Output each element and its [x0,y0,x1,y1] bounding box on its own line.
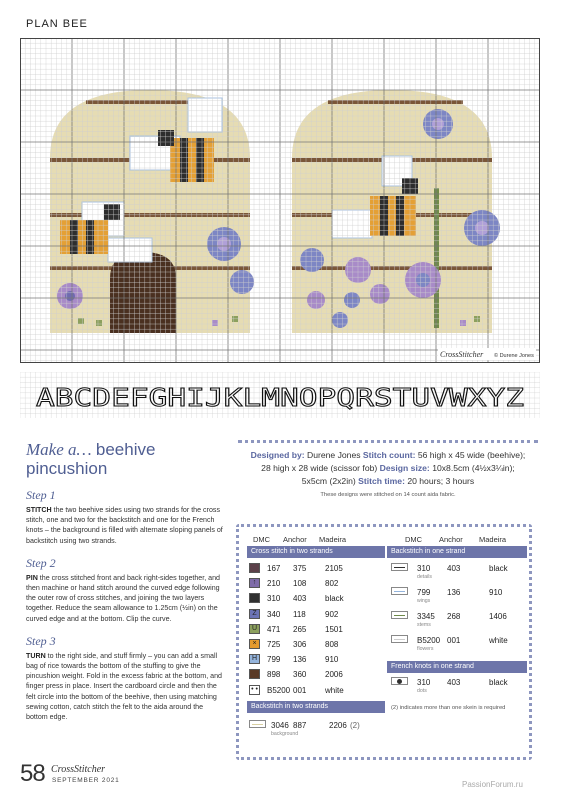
french-knot-row: 310 403 black [417,678,508,687]
cross-stitch-chart [20,38,540,363]
page-number: 58 [20,760,45,787]
issue-date: SEPTEMBER 2021 [52,777,120,784]
step-1-text: STITCH the two beehive sides using two strands for the cross stitch, one and two for the backstitch and one for the French knots – the background is filled with alternate sloping panels of backstitch using two strands. [26,506,223,545]
thread-madeira: white [489,636,508,645]
backstitch-use-label: flowers [417,646,434,652]
thread-anchor: 265 [293,624,307,634]
thread-madeira: 902 [325,609,339,619]
thread-symbol [249,669,260,679]
cross-stitch-row [249,654,389,668]
thread-dmc: 725 [267,640,281,649]
thread-anchor: 360 [293,670,307,680]
backstitch-use-label: stems [417,622,431,628]
credits-rule [238,440,538,443]
chart-credit-name: © Durene Jones [494,353,534,359]
thread-dmc: 799 [417,588,431,597]
thread-dmc: 310 [267,594,281,604]
backstitch-use-label: details [417,574,432,580]
skein-footnote: (2) indicates more than one skein is required [391,705,506,711]
thread-madeira: 910 [489,588,503,597]
alphabet-chart [20,372,540,418]
page-header-title: PLAN BEE [26,18,88,30]
step-3-title: Step 3 [26,633,56,648]
step-2-title: Step 2 [26,555,56,570]
cross-stitch-row [249,685,389,699]
chart-grid [20,38,540,363]
thread-madeira: 1406 [489,612,507,621]
thread-madeira: white [325,685,344,695]
thread-dmc: B5200 [417,636,441,645]
project-name: beehive [95,440,156,459]
chart-canvas [20,38,540,363]
thread-madeira: 2105 [325,564,343,573]
key-header-anchor-right: Anchor [439,535,463,544]
backstitch-use-label: wings [417,598,431,604]
credits-line-1: Designed by: Durene Jones Stitch count: 56 high x 45 wide (beehive); [250,450,526,460]
cross-stitch-row [249,639,389,653]
step-1-title: Step 1 [26,488,56,502]
thread-anchor: 001 [293,685,307,695]
credits-line-2: 28 high x 28 wide (scissor fob) Design size: 10x8.5cm (4½x3¼in); [261,463,515,473]
chart-credit-brand: CrossStitcher [440,350,484,359]
thread-dmc: 3345 [417,612,435,621]
thread-anchor: 375 [293,564,307,573]
cross-stitch-heading: Cross stitch in two strands [247,546,385,558]
instructions-column [26,440,226,722]
alphabet-letters: ABCDEFGHIJKLMNOPQRSTUVWXYZ [36,383,524,412]
background-thread-row: 3046 887 2206 (2) [271,721,360,730]
thread-anchor: 403 [447,564,461,573]
french-knots-heading: French knots in one strand [387,661,527,673]
make-label: Make a… [26,440,92,459]
backstitch-row [391,611,531,625]
thread-dmc: 898 [267,670,281,680]
thread-madeira: 1501 [325,624,343,634]
thread-madeira: black [325,594,344,604]
thread-symbol: ↑ [249,578,260,588]
watermark: PassionForum.ru [462,780,523,789]
thread-anchor: 403 [293,594,307,604]
backstitch-row [391,563,531,577]
thread-symbol: U [249,624,260,634]
thread-dmc: 167 [267,564,281,573]
step-2-text: PIN the cross stitched front and back right-sides together, and then machine or hand stitch around the curved edge following the outer row of cross stitches, and joining the two layers together. Reduce the seam allowance to 1.25cm (½in) on the curved edge and at the bottom. Clip the curve. [26,573,221,623]
backstitch-one-heading: Backstitch in one strand [387,546,527,558]
thread-madeira: black [489,564,508,573]
thread-dmc: B5200 [267,685,291,695]
make-heading [26,440,226,478]
thread-symbol [249,563,260,573]
backstitch-row [391,635,531,649]
key-header-anchor: Anchor [283,535,307,544]
thread-symbol: Z [249,609,260,619]
thread-madeira: 802 [325,579,339,589]
thread-dmc: 799 [267,655,281,665]
thread-madeira: 808 [325,640,339,649]
step-3-text: TURN to the right side, and stuff firmly – you can add a small bag of rice towards the bottom of the stuffing to give the pincushion weight. Fold in the excess fabric at the bottom, and finger press in place. Insert the cardboard circle and then the felt circle into the bottom of the beehive, then using matching sewing cotton, catch stitch the felt to the aida around the bottom edge. [26,651,222,722]
thread-madeira: 2006 [325,670,343,680]
key-header-madeira-right: Madeira [479,535,507,544]
thread-dmc: 310 [417,564,431,573]
french-knot-use-label: dots [417,688,427,694]
thread-anchor: 136 [293,655,307,665]
thread-symbol: × [249,639,260,649]
key-header-dmc-right: DMC [405,535,423,544]
thread-symbol: • • [249,685,260,695]
backstitch-row [391,587,531,601]
magazine-name: CrossStitcher [51,764,106,775]
cross-stitch-row [249,563,389,577]
credits-line-3: 5x5cm (2x2in) Stitch time: 20 hours; 3 hours [301,476,475,486]
thread-dmc: 340 [267,609,281,619]
backstitch-two-heading: Backstitch in two strands [247,701,385,713]
thread-dmc: 471 [267,624,281,634]
thread-madeira: 910 [325,655,339,665]
cross-stitch-row [249,669,389,683]
background-use-label: background [271,731,299,737]
project-name-line2: pincushion [26,459,108,478]
thread-anchor: 136 [447,588,461,597]
thread-anchor: 108 [293,579,307,589]
key-header-dmc: DMC [253,535,271,544]
cross-stitch-row [249,578,389,592]
thread-symbol [249,593,260,603]
thread-dmc: 210 [267,579,281,589]
cross-stitch-row [249,609,389,623]
design-credits [238,440,538,498]
key-header-madeira: Madeira [319,535,347,544]
cross-stitch-row [249,593,389,607]
thread-anchor: 306 [293,640,307,649]
thread-anchor: 001 [447,636,461,645]
thread-key [236,524,532,760]
cross-stitch-row [249,624,389,638]
thread-anchor: 118 [293,609,306,619]
thread-anchor: 268 [447,612,461,621]
fabric-note: These designs were stitched on 14 count aida fabric. [320,492,456,498]
thread-symbol: H [249,654,260,664]
